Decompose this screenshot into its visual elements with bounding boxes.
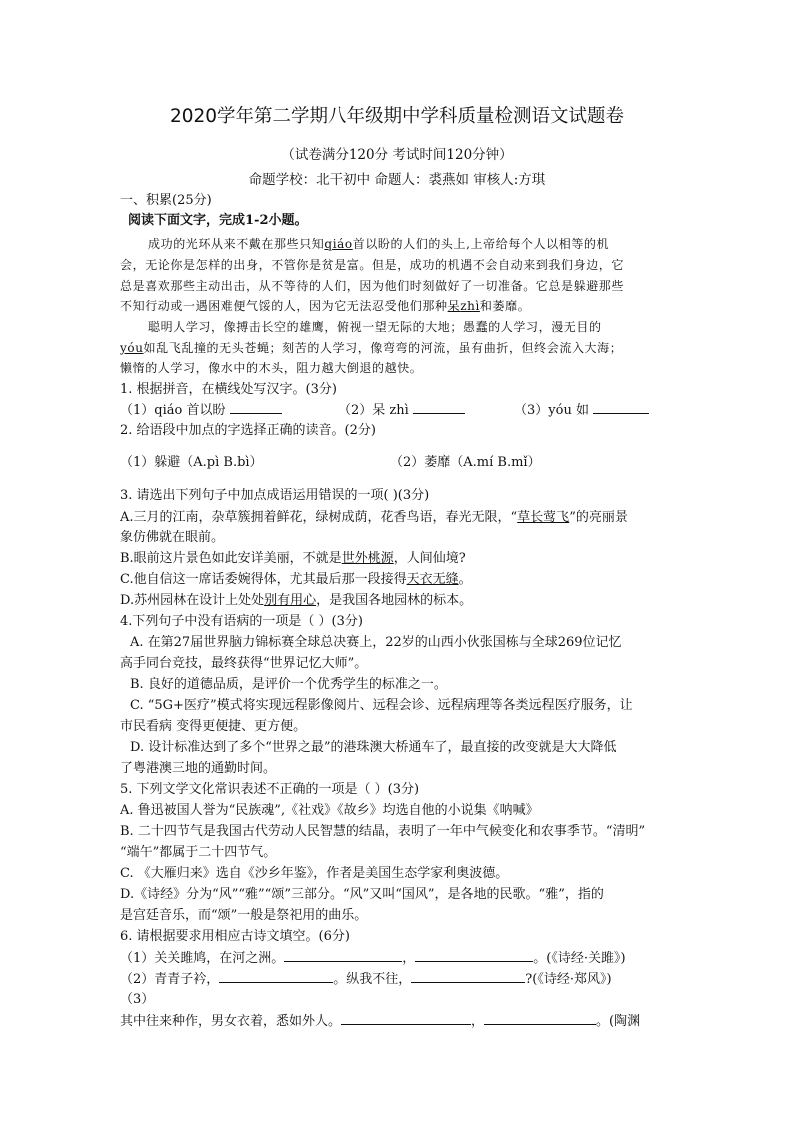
question-5-option-b-cont: “端午”都属于二十四节气。: [120, 845, 277, 860]
poem-fill-line-2: （2）青青子衿， 。纵我不往， ?(《诗经·郑风》): [120, 972, 612, 987]
exam-info: （试卷满分120分 考试时间120分钟）: [281, 147, 513, 163]
question-5-option-d-cont: 是宫廷音乐，而“颂”一般是祭祀用的曲乐。: [120, 908, 368, 923]
poem-fill-number-3: （3）: [120, 992, 155, 1007]
question-4-option-d: D. 设计标准达到了多个“世界之最”的港珠澳大桥通车了，最直接的改变就是大大降低: [130, 740, 617, 755]
answer-blank[interactable]: [413, 401, 465, 414]
question-5-option-d: D.《诗经》分为“风”“雅”“颂”三部分。“风”又叫“国风”，是各地的民歌。“雅”，指的: [120, 887, 604, 902]
passage-line: 成功的光环从来不戴在那些只知qiáo首以盼的人们的头上,上帝给每个人以相等的机: [148, 237, 610, 251]
question-4-option-c-cont: 市民看病 变得更便捷、更方便。: [120, 719, 307, 734]
poem-fill-line-1: （1）关关雎鸠，在河之洲。 ， 。(《诗经·关雎》): [120, 951, 626, 966]
answer-blank[interactable]: [341, 1012, 471, 1025]
question-1-item: （3）yóu 如: [514, 401, 649, 420]
question-4-option-b: B. 良好的道德品质，是评价一个优秀学生的标准之一。: [130, 677, 447, 692]
question-4-option-a-cont: 高手同台竞技，最终获得“世界记忆大师”。: [120, 656, 368, 671]
question-5-option-c: C. 《大雁归来》选自《沙乡年鉴》，作者是美国生态学家利奥波德。: [120, 866, 509, 881]
question-2-item: （1）躲避（A.pì B.bì）: [120, 455, 263, 470]
answer-blank[interactable]: [284, 949, 402, 962]
passage-line: 总是喜欢那些主动出击，从不等待的人们，因为他们时刻做好了一切准备。它总是躲避那些: [120, 279, 625, 293]
question-1-item: （2）呆 zhì: [338, 401, 465, 420]
answer-blank[interactable]: [415, 949, 533, 962]
question-1-prompt: 1. 根据拼音，在横线处写汉字。(3分): [120, 382, 337, 397]
passage-line: 不知行动或一遇困难便气馁的人，因为它无法忍受他们那种呆zhì和萎靡。: [120, 299, 531, 313]
question-5-option-b: B. 二十四节气是我国古代劳动人民智慧的结晶，表明了一年中气候变化和农事季节。“清明”: [120, 824, 646, 839]
exam-title: 2020学年第二学期八年级期中学科质量检测语文试题卷: [169, 106, 625, 127]
answer-blank[interactable]: [411, 970, 525, 983]
passage-line: 聪明人学习，像搏击长空的雄鹰，俯视一望无际的大地；愚蠢的人学习，漫无目的: [148, 320, 602, 334]
question-3-option-d: D.苏州园林在设计上处处别有用心，是我国各地园林的标本。: [120, 593, 473, 608]
question-5-option-a: A. 鲁迅被国人誉为“民族魂”,《社戏》《故乡》均选自他的小说集《呐喊》: [120, 803, 539, 818]
poem-fill-line-3: 其中往来种作，男女衣着，悉如外人。 ， 。(陶渊: [120, 1014, 641, 1029]
question-6-prompt: 6. 请根据要求用相应古诗文填空。(6分): [120, 929, 350, 944]
passage-line: yóu如乱飞乱撞的无头苍蝇；刻苦的人学习，像弯弯的河流，虽有曲折，但终会流入大海；: [120, 341, 623, 355]
exam-authors: 命题学校：北干初中 命题人：裘燕如 审核人:方琪: [248, 172, 546, 188]
answer-blank[interactable]: [593, 401, 649, 414]
question-4-option-a: A. 在第27届世界脑力锦标赛全球总决赛上，22岁的山西小伙张国栋与全球269位记忆: [130, 635, 622, 650]
question-4-option-d-cont: 了粤港澳三地的通勤时间。: [120, 761, 277, 776]
section-heading: 一、积累(25分): [120, 193, 212, 208]
question-4-prompt: 4.下列句子中没有语病的一项是（ ）(3分): [120, 614, 363, 629]
question-3-option-b: B.眼前这片景色如此安详美丽，不就是世外桃源，人间仙境?: [120, 551, 466, 566]
question-3-option-a-cont: 象仿佛就在眼前。: [120, 530, 225, 545]
answer-blank[interactable]: [230, 401, 282, 414]
question-5-prompt: 5. 下列文学文化常识表述不正确的一项是（ ）(3分): [120, 782, 420, 797]
passage-line: 懒惰的人学习，像水中的木头，阻力越大倒退的越快。: [120, 361, 423, 375]
question-4-option-c: C. “5G+医疗”模式将实现远程影像阅片、远程会诊、远程病理等各类远程医疗服务，让: [130, 698, 633, 713]
answer-blank[interactable]: [484, 1012, 596, 1025]
question-2-item: （2）萎靡（A.mí B.mǐ）: [390, 455, 541, 470]
question-1-item: （1）qiáo 首以盼: [120, 401, 282, 420]
question-3-prompt: 3. 请选出下列句子中加点成语运用错误的一项( )(3分): [120, 488, 430, 503]
question-2-prompt: 2. 给语段中加点的字选择正确的读音。(2分): [120, 423, 376, 438]
reading-intro: 阅读下面文字，完成1-2小题。: [128, 213, 308, 228]
question-3-option-c: C.他自信这一席话委婉得体，尤其最后那一段接得天衣无缝。: [120, 572, 472, 587]
answer-blank[interactable]: [219, 970, 333, 983]
passage-line: 会，无论你是怎样的出身，不管你是贫是富。但是，成功的机遇不会自动来到我们身边，它: [120, 258, 625, 272]
question-3-option-a: A.三月的江南，杂草簇拥着鲜花，绿树成荫，花香鸟语，春光无限，“草长莺飞”的亮丽景: [120, 510, 628, 525]
